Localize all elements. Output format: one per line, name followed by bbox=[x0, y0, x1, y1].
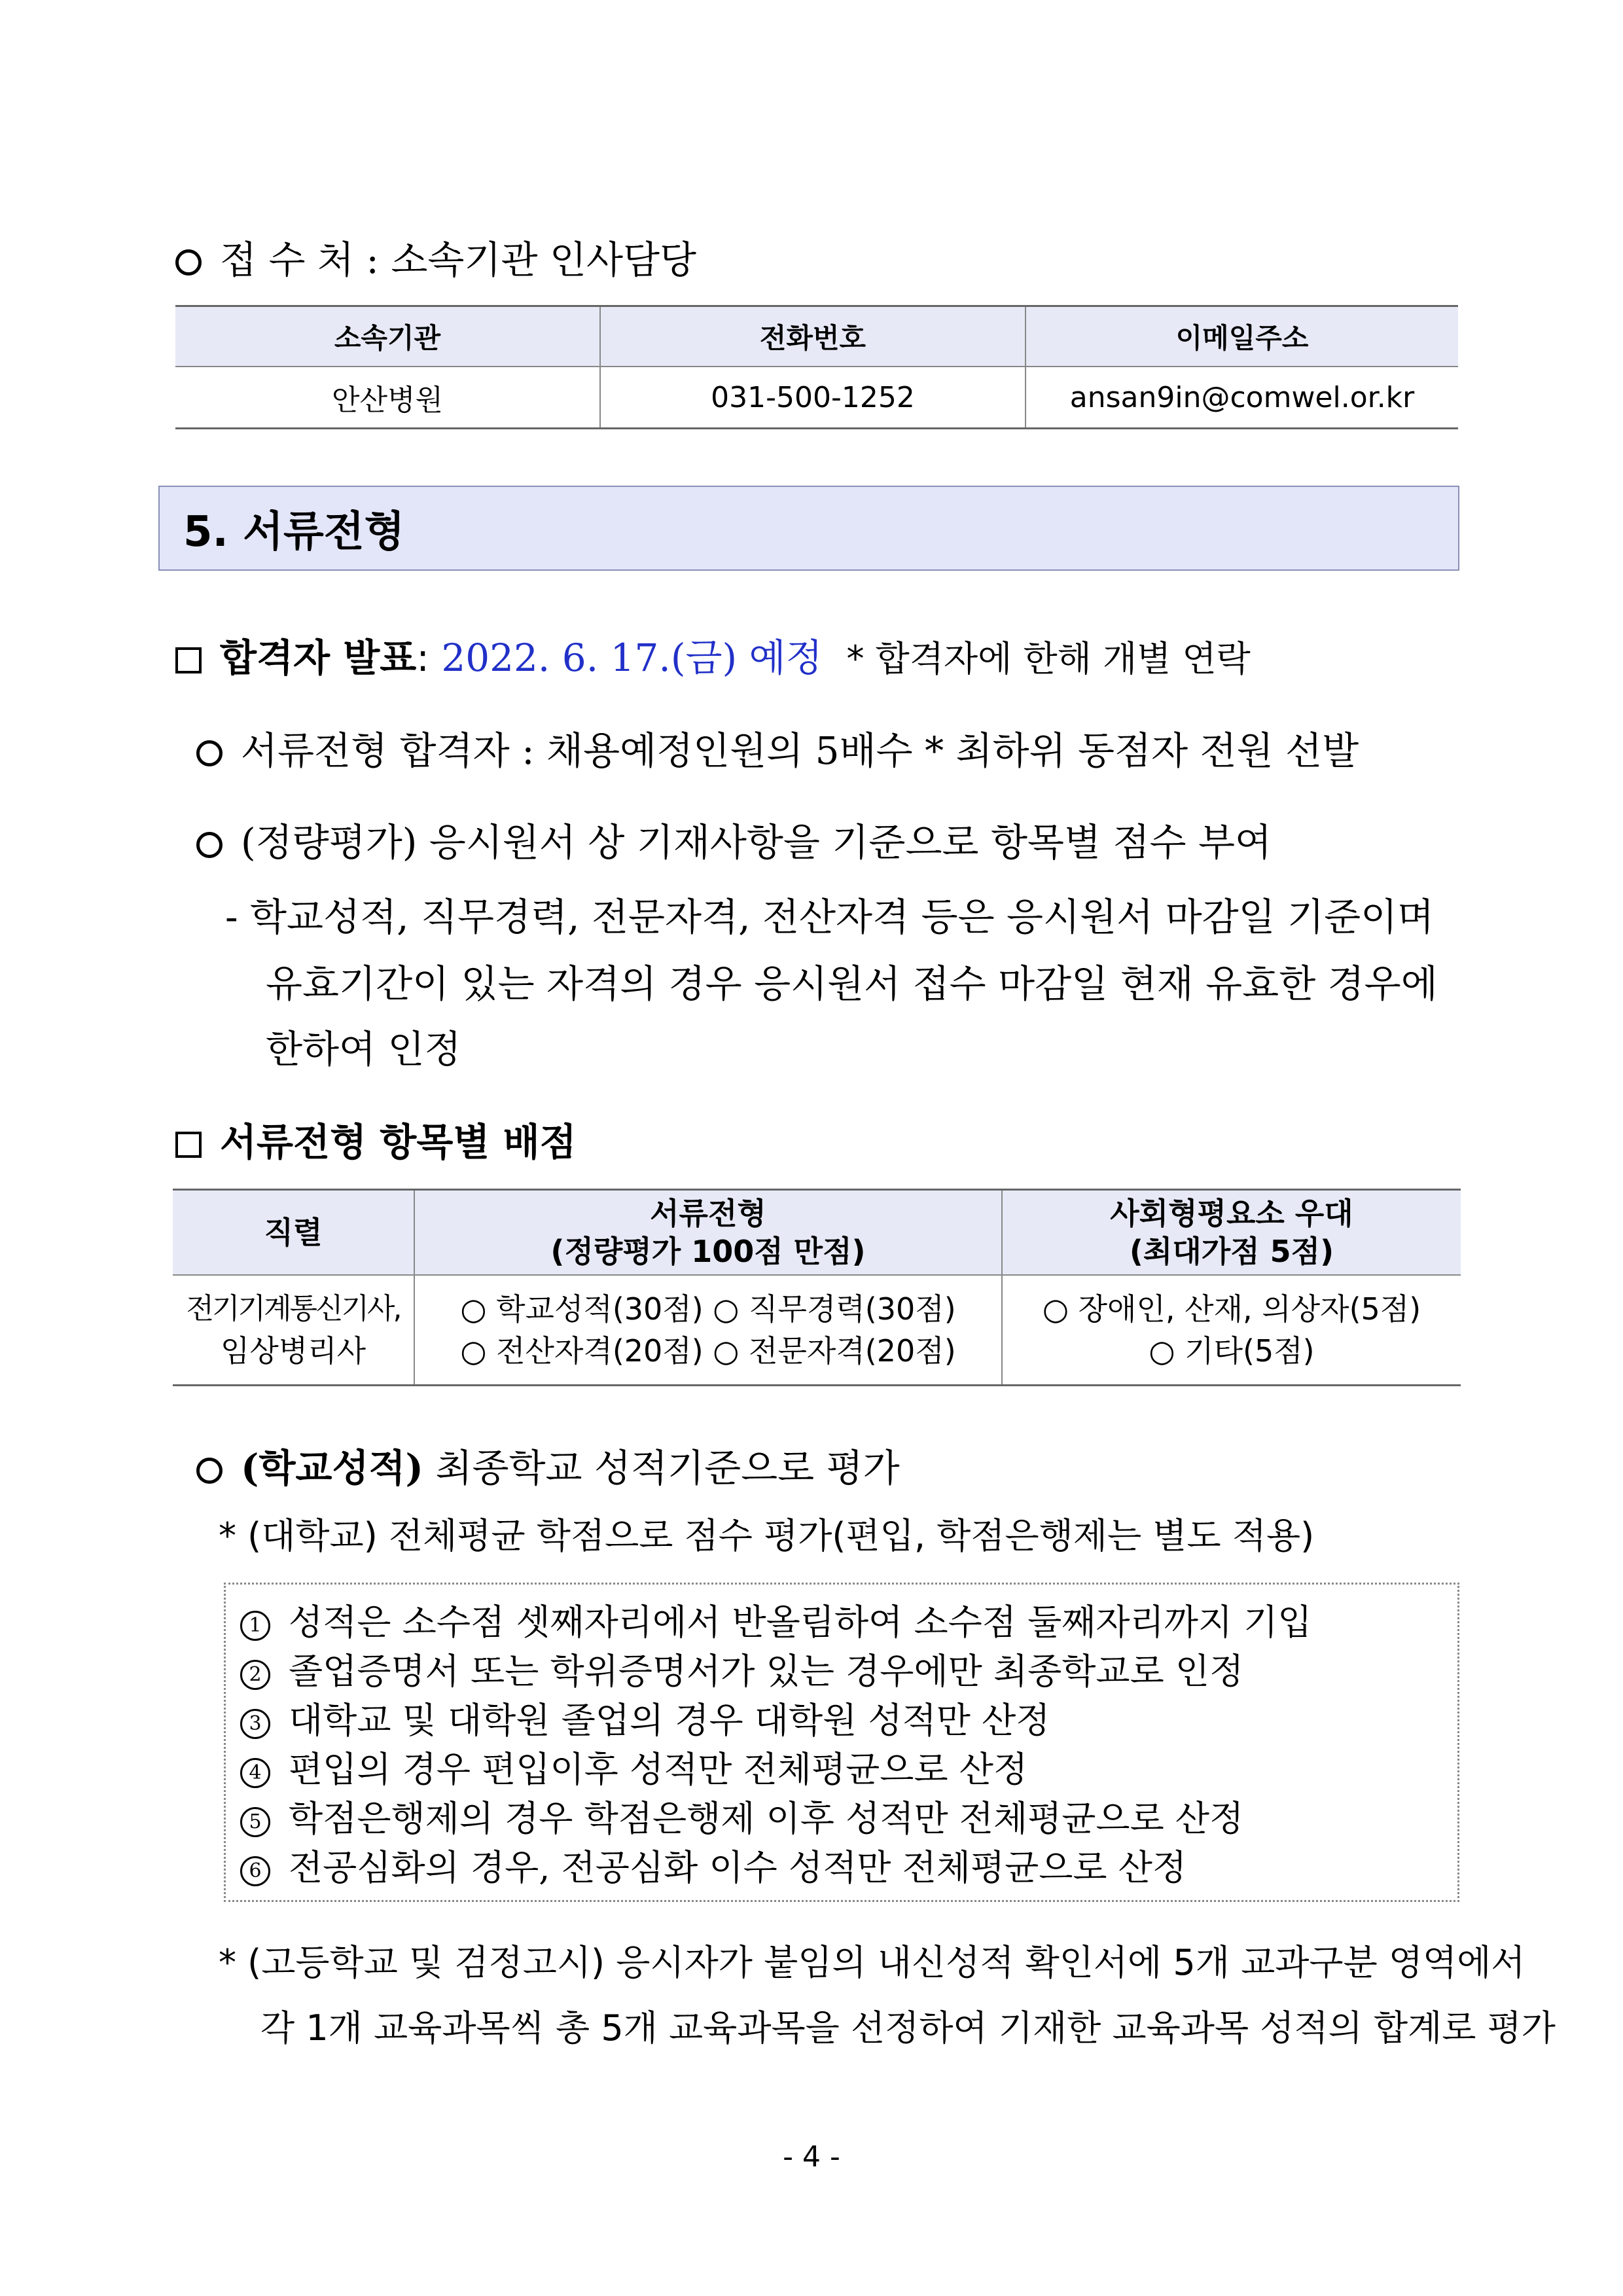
score-soc-line2: ○ 기타(5점) bbox=[1149, 1333, 1315, 1369]
circled-number-icon: 2 bbox=[240, 1660, 270, 1690]
rule-item bbox=[240, 1598, 1457, 1647]
hs-note-line2: 각 1개 교육과목씩 총 5개 교육과목을 선정하여 기재한 교육과목 성적의 합계로 평가 bbox=[260, 2007, 1556, 2049]
page-number: - 4 - bbox=[783, 2140, 840, 2174]
rule-item bbox=[240, 1745, 1457, 1794]
score-job-line1: 전기기계통신기사, bbox=[186, 1292, 401, 1325]
rule-text: 졸업증명서 또는 학위증명서가 있는 경우에만 최종학교로 인정 bbox=[289, 1651, 1244, 1692]
reception-line bbox=[175, 229, 696, 284]
school-rules-box bbox=[224, 1583, 1459, 1902]
score-table bbox=[173, 1189, 1461, 1386]
score-header-doc-line2: (정량평가 100점 만점) bbox=[550, 1234, 866, 1269]
rule-item bbox=[240, 1696, 1457, 1745]
score-header-doc-line1: 서류전형 bbox=[650, 1196, 766, 1231]
hs-note-line1: * (고등학교 및 검정고시) 응시자가 붙임의 내신성적 확인서에 5개 교과구분 영역에서 bbox=[219, 1942, 1525, 1983]
score-row bbox=[173, 1275, 1461, 1386]
reception-label: 접 수 처 bbox=[220, 238, 354, 282]
section-title: 5. 서류전형 bbox=[183, 508, 405, 556]
section-header bbox=[158, 486, 1459, 571]
score-header-soc-line2: (최대가점 5점) bbox=[1129, 1234, 1334, 1269]
announce-colon: : bbox=[416, 636, 429, 680]
score-cell-doc bbox=[414, 1275, 1002, 1386]
circled-number-icon: 6 bbox=[240, 1856, 270, 1886]
announce-date: 2022. 6. 17.(금) 예정 bbox=[441, 636, 823, 680]
contact-header: 소속기관 bbox=[175, 306, 600, 367]
rule-item bbox=[240, 1794, 1457, 1843]
score-section-title: 서류전형 항목별 배점 bbox=[220, 1120, 577, 1164]
score-header-row bbox=[173, 1190, 1461, 1276]
rule-text: 학점은행제의 경우 학점은행제 이후 성적만 전체평균으로 산정 bbox=[289, 1798, 1244, 1839]
circle-bullet-icon bbox=[175, 249, 202, 276]
pass-line bbox=[196, 720, 1359, 775]
quant-sub1: - 학교성적, 직무경력, 전문자격, 전산자격 등은 응시원서 마감일 기준이며 bbox=[225, 895, 1435, 939]
rule-text: 성적은 소수점 셋째자리에서 반올림하여 소수점 둘째자리까지 기입 bbox=[289, 1602, 1312, 1643]
score-header-doc bbox=[414, 1190, 1002, 1276]
circled-number-icon: 1 bbox=[240, 1611, 270, 1641]
square-bullet-icon bbox=[175, 647, 202, 673]
school-rest: 최종학교 성적기준으로 평가 bbox=[435, 1446, 900, 1490]
score-job-line2: 임상병리사 bbox=[220, 1333, 366, 1369]
school-line bbox=[196, 1437, 900, 1492]
contact-header-row bbox=[175, 306, 1458, 367]
contact-header: 전화번호 bbox=[600, 306, 1026, 367]
square-bullet-icon bbox=[175, 1132, 202, 1158]
contact-header: 이메일주소 bbox=[1026, 306, 1458, 367]
score-section-line bbox=[175, 1111, 577, 1166]
score-doc-line1: ○ 학교성적(30점) ○ 직무경력(30점) bbox=[460, 1291, 956, 1327]
circled-number-icon: 5 bbox=[240, 1807, 270, 1837]
rule-text: 대학교 및 대학원 졸업의 경우 대학원 성적만 산정 bbox=[289, 1700, 1050, 1741]
circle-bullet-icon bbox=[196, 740, 223, 766]
quant-sub2: 유효기간이 있는 자격의 경우 응시원서 접수 마감일 현재 유효한 경우에 bbox=[266, 961, 1438, 1006]
circled-number-icon: 3 bbox=[240, 1709, 270, 1739]
contact-cell-org: 안산병원 bbox=[175, 367, 600, 429]
quant-sub3: 한하여 인정 bbox=[266, 1027, 461, 1071]
score-header-soc-line1: 사회형평요소 우대 bbox=[1110, 1196, 1353, 1231]
rule-item bbox=[240, 1647, 1457, 1696]
announce-note: * 합격자에 한해 개별 연락 bbox=[846, 638, 1251, 679]
score-cell-soc bbox=[1002, 1275, 1461, 1386]
announce-label: 합격자 발표 bbox=[220, 636, 417, 680]
score-cell-job bbox=[173, 1275, 414, 1386]
reception-value: : 소속기관 인사담당 bbox=[366, 238, 697, 282]
contact-cell-email: ansan9in@comwel.or.kr bbox=[1026, 367, 1458, 429]
univ-note: * (대학교) 전체평균 학점으로 점수 평가(편입, 학점은행제는 별도 적용) bbox=[219, 1515, 1315, 1556]
announce-line bbox=[175, 627, 1251, 682]
pass-line-text: 서류전형 합격자 : 채용예정인원의 5배수 * 최하위 동점자 전원 선발 bbox=[241, 728, 1359, 773]
score-header-soc bbox=[1002, 1190, 1461, 1276]
circle-bullet-icon bbox=[196, 832, 223, 858]
quant-line-text: (정량평가) 응시원서 상 기재사항을 기준으로 항목별 점수 부여 bbox=[241, 820, 1272, 865]
circled-number-icon: 4 bbox=[240, 1758, 270, 1788]
rule-text: 전공심화의 경우, 전공심화 이수 성적만 전체평균으로 산정 bbox=[289, 1847, 1187, 1888]
score-header-job: 직렬 bbox=[173, 1190, 414, 1276]
circle-bullet-icon bbox=[196, 1458, 223, 1484]
contact-cell-phone: 031-500-1252 bbox=[600, 367, 1026, 429]
school-label: (학교성적) bbox=[241, 1446, 423, 1490]
score-doc-line2: ○ 전산자격(20점) ○ 전문자격(20점) bbox=[460, 1333, 956, 1369]
rule-text: 편입의 경우 편입이후 성적만 전체평균으로 산정 bbox=[289, 1749, 1028, 1790]
rule-item bbox=[240, 1843, 1457, 1892]
contact-table bbox=[175, 305, 1458, 429]
score-soc-line1: ○ 장애인, 산재, 의상자(5점) bbox=[1042, 1291, 1421, 1327]
contact-row bbox=[175, 367, 1458, 429]
quant-line bbox=[196, 812, 1272, 867]
